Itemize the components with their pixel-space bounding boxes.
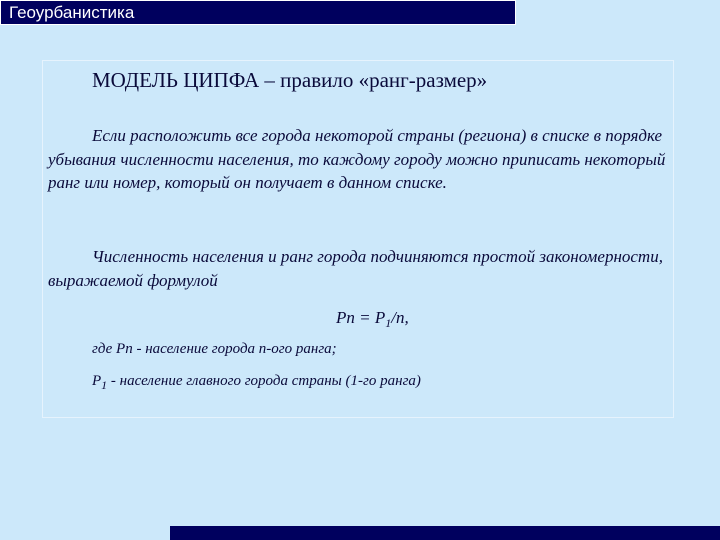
note-p1-text: - население главного города страны (1-го ранга): [107, 373, 421, 389]
note-p1: [92, 373, 421, 390]
formula-subscript: 1: [385, 316, 392, 330]
content-box: [42, 60, 674, 418]
header-bar: [0, 0, 516, 25]
slide-title: МОДЕЛЬ ЦИПФА – правило «ранг-размер»: [92, 68, 488, 92]
paragraph-definition: Если расположить все города некоторой страны (региона) в списке в порядке убывания численности населения, то каждому городу можно приписать некоторый ранг или номер, который он получает в данном списке.: [48, 126, 666, 192]
paragraph-law: Численность населения и ранг города подчиняются простой закономерности, выражаемой формулой: [48, 247, 663, 290]
footer-bar: [170, 526, 720, 540]
header-title: Геоурбанистика: [9, 3, 135, 22]
formula: [336, 308, 409, 328]
formula-right: /n,: [391, 308, 409, 327]
note-pn: где Pn - население города n-ого ранга;: [92, 341, 337, 357]
note-p1-subscript: 1: [101, 378, 108, 392]
note-p1-prefix: P: [92, 373, 102, 389]
formula-left: Pn = P: [336, 308, 386, 327]
